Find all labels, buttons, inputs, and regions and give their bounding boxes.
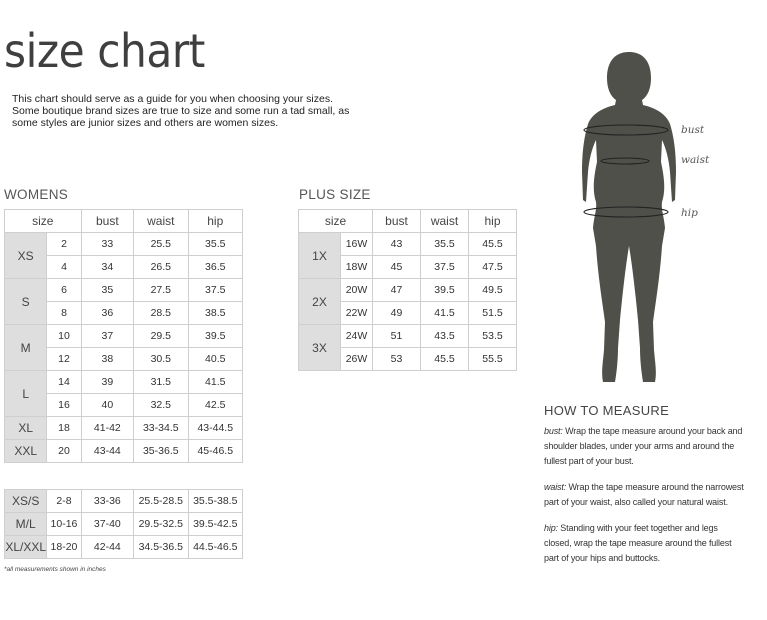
column-header: size: [299, 210, 373, 233]
table-cell: 39.5: [421, 279, 469, 302]
table-row: [299, 233, 517, 256]
table-cell: 16: [47, 394, 81, 417]
intro-line: This chart should serve as a guide for you when choosing your sizes.: [12, 93, 334, 105]
table-cell: 36: [81, 302, 133, 325]
size-group-cell: M: [5, 325, 47, 371]
howto-bust: [544, 424, 744, 469]
table-cell: 26W: [341, 348, 373, 371]
table-header-row: [299, 210, 517, 233]
table-cell: 53: [373, 348, 421, 371]
table-cell: 28.5: [134, 302, 188, 325]
table-cell: 12: [47, 348, 81, 371]
size-group-cell: L: [5, 371, 47, 417]
how-to-measure-heading: HOW TO MEASURE: [544, 403, 670, 418]
size-group-cell: XS: [5, 233, 47, 279]
table-cell: 25.5: [134, 233, 188, 256]
column-header: bust: [373, 210, 421, 233]
size-group-cell: M/L: [5, 513, 47, 536]
table-cell: 43-44.5: [188, 417, 242, 440]
table-row: [5, 279, 243, 302]
table-cell: 8: [47, 302, 81, 325]
table-cell: 39: [81, 371, 133, 394]
size-group-cell: 2X: [299, 279, 341, 325]
table-cell: 51: [373, 325, 421, 348]
table-cell: 29.5-32.5: [134, 513, 188, 536]
table-row: [299, 279, 517, 302]
table-cell: 41.5: [421, 302, 469, 325]
column-header: waist: [134, 210, 188, 233]
table-cell: 10: [47, 325, 81, 348]
table-cell: 10-16: [47, 513, 81, 536]
table-cell: 51.5: [469, 302, 517, 325]
table-cell: 33: [81, 233, 133, 256]
term-bust: bust:: [544, 426, 563, 436]
table-cell: 35: [81, 279, 133, 302]
table-cell: 38: [81, 348, 133, 371]
intro-line: Some boutique brand sizes are true to size and some run a tad small, as: [12, 105, 350, 117]
table-cell: 37-40: [81, 513, 133, 536]
table-cell: 40.5: [188, 348, 242, 371]
howto-hip: [544, 521, 744, 566]
size-group-cell: XXL: [5, 440, 47, 463]
table-cell: 45-46.5: [188, 440, 242, 463]
table-cell: 39.5: [188, 325, 242, 348]
table-cell: 47: [373, 279, 421, 302]
table-header-row: [5, 210, 243, 233]
table-cell: 35-36.5: [134, 440, 188, 463]
text-hip: Standing with your feet together and legs closed, wrap the tape measure around the fullest part of your hips and buttocks.: [544, 523, 732, 563]
table-cell: 29.5: [134, 325, 188, 348]
table-cell: 4: [47, 256, 81, 279]
hip-label: hip: [681, 207, 698, 219]
table-row: [5, 325, 243, 348]
table-cell: 39.5-42.5: [188, 513, 242, 536]
table-cell: 24W: [341, 325, 373, 348]
table-row: [5, 513, 243, 536]
table-cell: 31.5: [134, 371, 188, 394]
size-group-cell: XS/S: [5, 490, 47, 513]
size-group-cell: 1X: [299, 233, 341, 279]
size-group-cell: XL/XXL: [5, 536, 47, 559]
table-cell: 49: [373, 302, 421, 325]
table-cell: 27.5: [134, 279, 188, 302]
intro-text: [12, 93, 350, 129]
plus-size-label: PLUS SIZE: [299, 187, 371, 202]
size-group-cell: XL: [5, 417, 47, 440]
table-row: [5, 371, 243, 394]
table-cell: 43.5: [421, 325, 469, 348]
intro-line: some styles are junior sizes and others are women sizes.: [12, 117, 279, 129]
table-row: [5, 417, 243, 440]
table-cell: 2-8: [47, 490, 81, 513]
table-row: [5, 490, 243, 513]
table-cell: 49.5: [469, 279, 517, 302]
table-row: [5, 233, 243, 256]
table-cell: 33-36: [81, 490, 133, 513]
table-cell: 20W: [341, 279, 373, 302]
table-cell: 30.5: [134, 348, 188, 371]
term-hip: hip:: [544, 523, 558, 533]
table-cell: 35.5-38.5: [188, 490, 242, 513]
waist-label: waist: [681, 154, 710, 166]
column-header: hip: [469, 210, 517, 233]
table-row: [5, 536, 243, 559]
table-cell: 14: [47, 371, 81, 394]
table-cell: 43-44: [81, 440, 133, 463]
term-waist: waist:: [544, 482, 567, 492]
plus-size-table: [298, 209, 517, 371]
womens-size-table: [4, 209, 243, 463]
table-cell: 45.5: [469, 233, 517, 256]
column-header: hip: [188, 210, 242, 233]
how-to-measure: [544, 403, 744, 577]
table-cell: 45.5: [421, 348, 469, 371]
text-waist: Wrap the tape measure around the narrowest part of your waist, also called your natural waist.: [544, 482, 744, 507]
column-header: size: [5, 210, 82, 233]
table-cell: 40: [81, 394, 133, 417]
measurement-footnote: *all measurements shown in inches: [4, 566, 106, 573]
text-bust: Wrap the tape measure around your back and shoulder blades, under your arms and around the fullest part of your bust.: [544, 426, 743, 466]
table-cell: 37.5: [188, 279, 242, 302]
bust-label: bust: [681, 124, 705, 136]
size-group-cell: 3X: [299, 325, 341, 371]
table-cell: 42-44: [81, 536, 133, 559]
table-cell: 41.5: [188, 371, 242, 394]
table-cell: 43: [373, 233, 421, 256]
table-cell: 37.5: [421, 256, 469, 279]
table-cell: 2: [47, 233, 81, 256]
table-cell: 22W: [341, 302, 373, 325]
table-cell: 36.5: [188, 256, 242, 279]
combo-size-table: [4, 489, 243, 559]
table-cell: 47.5: [469, 256, 517, 279]
table-cell: 18-20: [47, 536, 81, 559]
body-silhouette: [572, 50, 687, 386]
column-header: bust: [81, 210, 133, 233]
howto-waist: [544, 480, 744, 510]
table-cell: 41-42: [81, 417, 133, 440]
size-group-cell: S: [5, 279, 47, 325]
table-cell: 35.5: [421, 233, 469, 256]
table-cell: 45: [373, 256, 421, 279]
table-cell: 18W: [341, 256, 373, 279]
table-cell: 32.5: [134, 394, 188, 417]
table-cell: 26.5: [134, 256, 188, 279]
table-cell: 44.5-46.5: [188, 536, 242, 559]
table-cell: 34.5-36.5: [134, 536, 188, 559]
table-cell: 16W: [341, 233, 373, 256]
table-cell: 37: [81, 325, 133, 348]
table-cell: 35.5: [188, 233, 242, 256]
page-title: size chart: [4, 24, 205, 78]
table-cell: 33-34.5: [134, 417, 188, 440]
column-header: waist: [421, 210, 469, 233]
womens-label: WOMENS: [4, 187, 69, 202]
table-cell: 42.5: [188, 394, 242, 417]
table-cell: 20: [47, 440, 81, 463]
table-cell: 34: [81, 256, 133, 279]
table-cell: 53.5: [469, 325, 517, 348]
table-cell: 38.5: [188, 302, 242, 325]
table-cell: 6: [47, 279, 81, 302]
table-cell: 55.5: [469, 348, 517, 371]
table-cell: 18: [47, 417, 81, 440]
table-row: [5, 440, 243, 463]
table-cell: 25.5-28.5: [134, 490, 188, 513]
table-row: [299, 325, 517, 348]
